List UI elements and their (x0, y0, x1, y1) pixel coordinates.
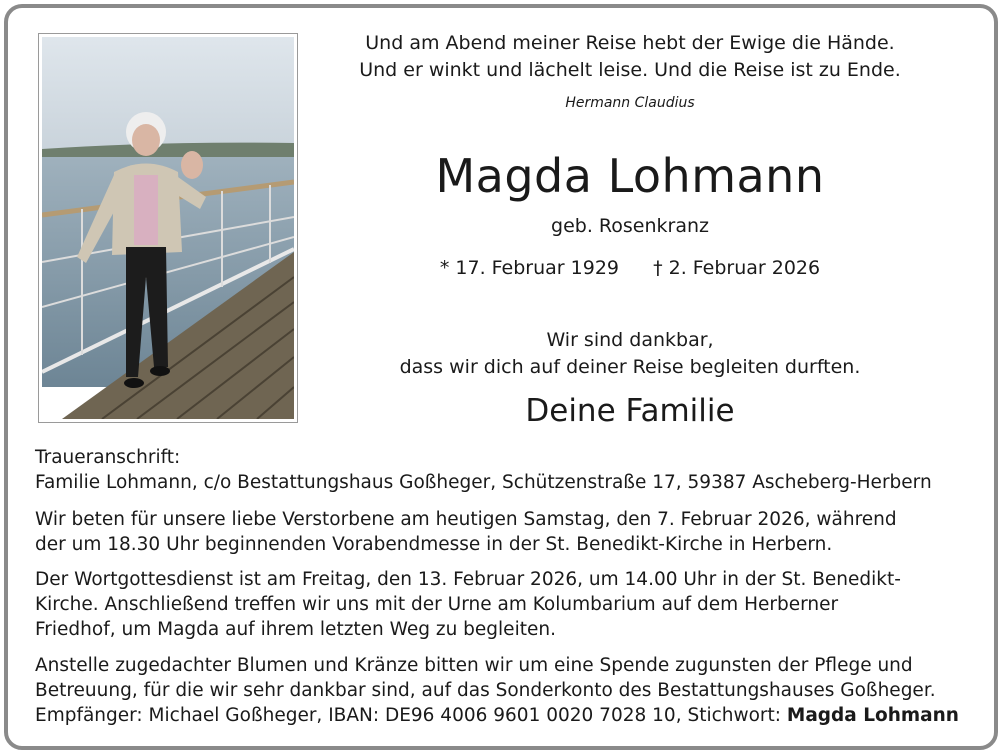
birth-date: * 17. Februar 1929 (439, 257, 620, 279)
donation-line-2: Betreuung, für die wir sehr dankbar sind, auf das Sonderkonto des Bestattungshauses Goßheger. (35, 680, 936, 701)
donation-recipient: Empfänger: Michael Goßheger, IBAN: DE96 4006 9601 0020 7028 10, Stichwort: (35, 705, 787, 726)
poem (310, 30, 950, 84)
mass-notice (35, 507, 980, 557)
donation-line-3 (35, 703, 980, 728)
service-line-3: Friedhof, um Magda auf ihrem letzten Weg zu begleiten. (35, 619, 556, 640)
mass-line-1: Wir beten für unsere liebe Verstorbene am heutigen Samstag, den 7. Februar 2026, während (35, 509, 897, 530)
address-text: Familie Lohmann, c/o Bestattungshaus Goßheger, Schützenstraße 17, 59387 Ascheberg-Herbern (35, 472, 932, 493)
poem-line-2: Und er winkt und lächelt leise. Und die Reise ist zu Ende. (359, 59, 901, 81)
mourning-address (35, 445, 980, 495)
family-signature: Deine Familie (525, 393, 735, 429)
birth-name: geb. Rosenkranz (551, 215, 709, 237)
donation-notice (35, 653, 980, 728)
mass-line-2: der um 18.30 Uhr beginnenden Vorabendmesse in der St. Benedikt-Kirche in Herbern. (35, 534, 833, 555)
life-dates (310, 257, 950, 279)
photo-illustration (42, 37, 294, 419)
thanks-text (310, 327, 950, 381)
service-line-1: Der Wortgottesdienst ist am Freitag, den 13. Februar 2026, um 14.00 Uhr in der St. Benedikt- (35, 569, 901, 590)
deceased-name: Magda Lohmann (435, 149, 825, 203)
death-date: † 2. Februar 2026 (653, 257, 821, 279)
donation-line-1: Anstelle zugedachter Blumen und Kränze bitten wir um eine Spende zugunsten der Pflege und (35, 655, 913, 676)
poem-author: Hermann Claudius (565, 95, 695, 111)
poem-line-1: Und am Abend meiner Reise hebt der Ewige die Hände. (365, 32, 895, 54)
service-notice (35, 567, 980, 642)
thanks-line-2: dass wir dich auf deiner Reise begleiten durften. (399, 356, 861, 378)
thanks-line-1: Wir sind dankbar, (546, 329, 714, 351)
portrait-photo (38, 33, 298, 423)
service-line-2: Kirche. Anschließend treffen wir uns mit der Urne am Kolumbarium auf dem Herberner (35, 594, 839, 615)
donation-keyword: Magda Lohmann (786, 705, 959, 726)
address-label: Traueranschrift: (35, 447, 181, 468)
